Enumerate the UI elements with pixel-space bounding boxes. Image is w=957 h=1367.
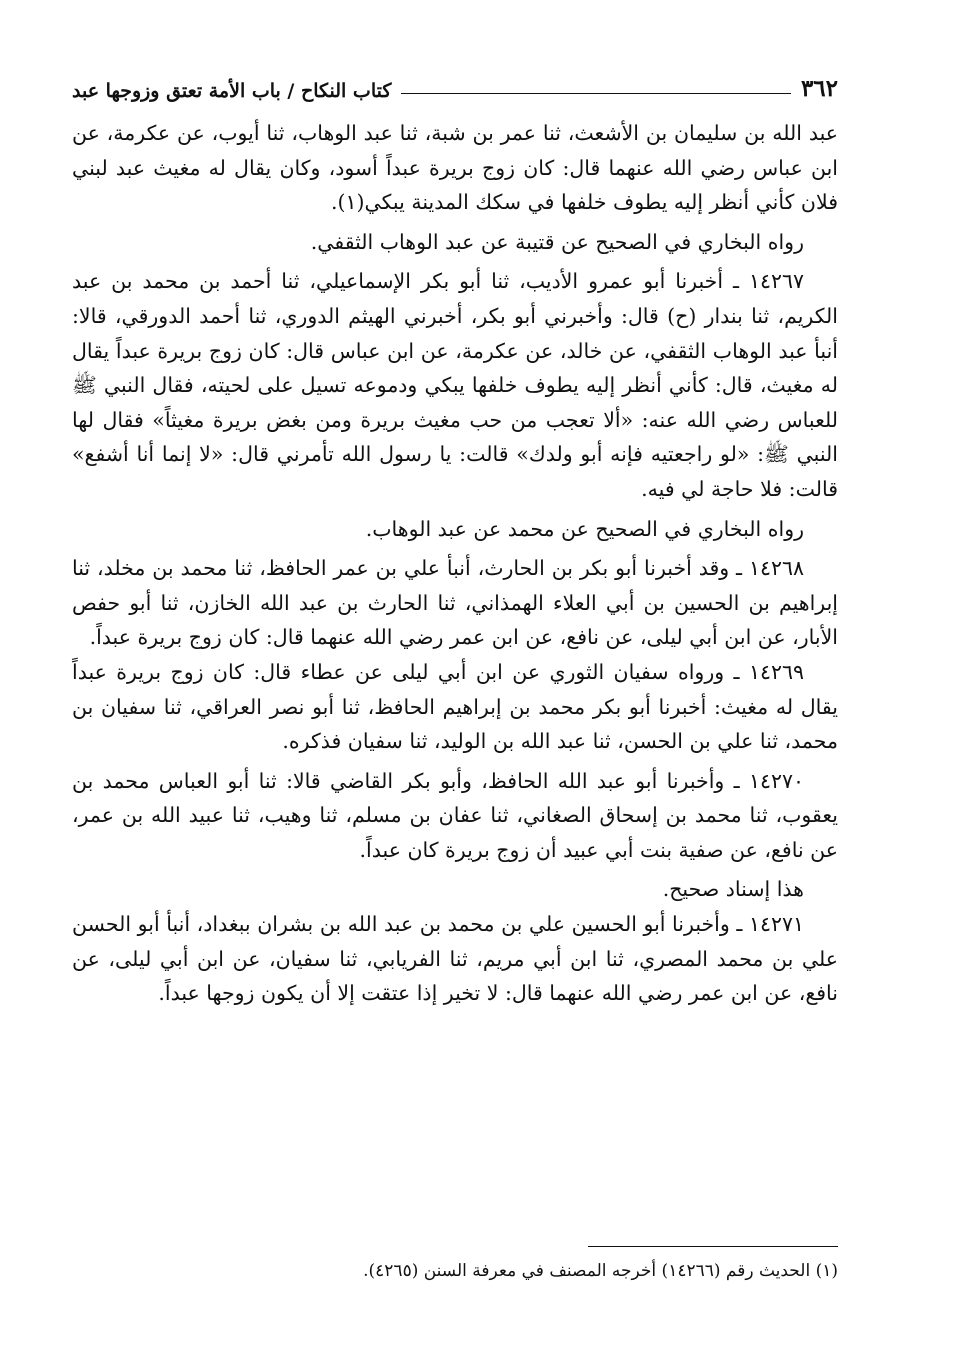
paragraph-note: هذا إسناد صحيح. xyxy=(662,877,804,902)
hadith-14269: ١٤٢٦٩ ـ ورواه سفيان الثوري عن ابن أبي ليلى عن عطاء قال: كان زوج بريرة عبداً يقال له مغيث: أخبرنا أبو بكر محمد بن إبراهيم الحافظ، ثنا أبو نصر العراقي، ثنا سفيان بن محمد، ثنا علي بن الحسن، ثنا عبد الله بن الوليد، ثنا سفيان فذكره. xyxy=(72,659,838,754)
running-title: كتاب النكاح / باب الأمة تعتق وزوجها عبد xyxy=(72,80,392,102)
hadith-14271: ١٤٢٧١ ـ وأخبرنا أبو الحسين علي بن محمد بن عبد الله بن بشران ببغداد، أنبأ أبو الحسن علي بن محمد المصري، ثنا ابن أبي مريم، ثنا الفريابي، ثنا سفيان، عن ابن أبي ليلى، عن نافع، عن ابن عمر رضي الله عنهما قال: لا تخير إذا عتقت إلا أن يكون زوجها عبداً. xyxy=(72,912,838,1006)
hadith-14267: ١٤٢٦٧ ـ أخبرنا أبو عمرو الأديب، ثنا أبو بكر الإسماعيلي، ثنا أحمد بن محمد بن عبد الكريم، ثنا بندار (ح) قال: وأخبرني أبو بكر، أخبرني الهيثم الدوري، ثنا أحمد الدورقي، قالا: أنبأ عبد الوهاب الثقفي، عن خالد، عن عكرمة، عن ابن عباس قال: كان زوج بريرة عبداً يقال له مغيث، قال: كأني أنظر إليه يطوف خلفها يبكي ودموعه تسيل على لحيته، فقال النبي ﷺ للعباس رضي الله عنه: «ألا تعجب من حب مغيث بريرة ومن بغض بريرة مغيثاً» فقال لها النبي ﷺ: «لو راجعتيه فإنه أبو ولدك» قالت: يا رسول الله تأمرني قال: «لا إنما أنا أشفع» قالت: فلا حاجة لي فيه. xyxy=(72,269,838,501)
paragraph-note: رواه البخاري في الصحيح عن قتيبة عن عبد الوهاب الثقفي. xyxy=(310,229,804,254)
hadith-14270: ١٤٢٧٠ ـ وأخبرنا أبو عبد الله الحافظ، وأبو بكر القاضي قالا: ثنا أبو العباس محمد بن يعقوب، ثنا محمد بن إسحاق الصغاني، ثنا عفان بن مسلم، ثنا وهيب، ثنا عبيد الله بن عمر، عن نافع، عن صفية بنت أبي عبيد أن زوج بريرة كان عبداً. xyxy=(72,768,838,862)
hadith-14268: ١٤٢٦٨ ـ وقد أخبرنا أبو بكر بن الحارث، أنبأ علي بن عمر الحافظ، ثنا محمد بن مخلد، ثنا إبراهيم بن الحسين بن أبي العلاء الهمذاني، ثنا الحارث بن عبد الله الخازن، ثنا أبو حفص الأبار، عن ابن أبي ليلى، عن نافع، عن ابن عمر رضي الله عنهما قال: كان زوج بريرة عبداً. xyxy=(72,556,838,650)
running-header xyxy=(72,62,838,102)
paragraph-continuation: عبد الله بن سليمان بن الأشعث، ثنا عمر بن شبة، ثنا عبد الوهاب، ثنا أيوب، عن عكرمة، عن ابن عباس رضي الله عنهما قال: كان زوج بريرة عبداً أسود، وكان يقال له مغيث عبد لبني فلان كأني أنظر إليه يطوف خلفها في سكك المدينة يبكي(١). xyxy=(72,121,838,215)
page xyxy=(72,62,838,1281)
page-number: ٣٦٢ xyxy=(800,75,838,102)
paragraph-note: رواه البخاري في الصحيح عن محمد عن عبد الوهاب. xyxy=(365,516,804,541)
footnote-rule xyxy=(588,1246,838,1247)
footnote: (١) الحديث رقم (١٤٢٦٦) أخرجه المصنف في معرفة السنن (٤٢٦٥). xyxy=(363,1261,838,1281)
header-rule xyxy=(401,93,791,94)
main-text xyxy=(72,116,838,1011)
